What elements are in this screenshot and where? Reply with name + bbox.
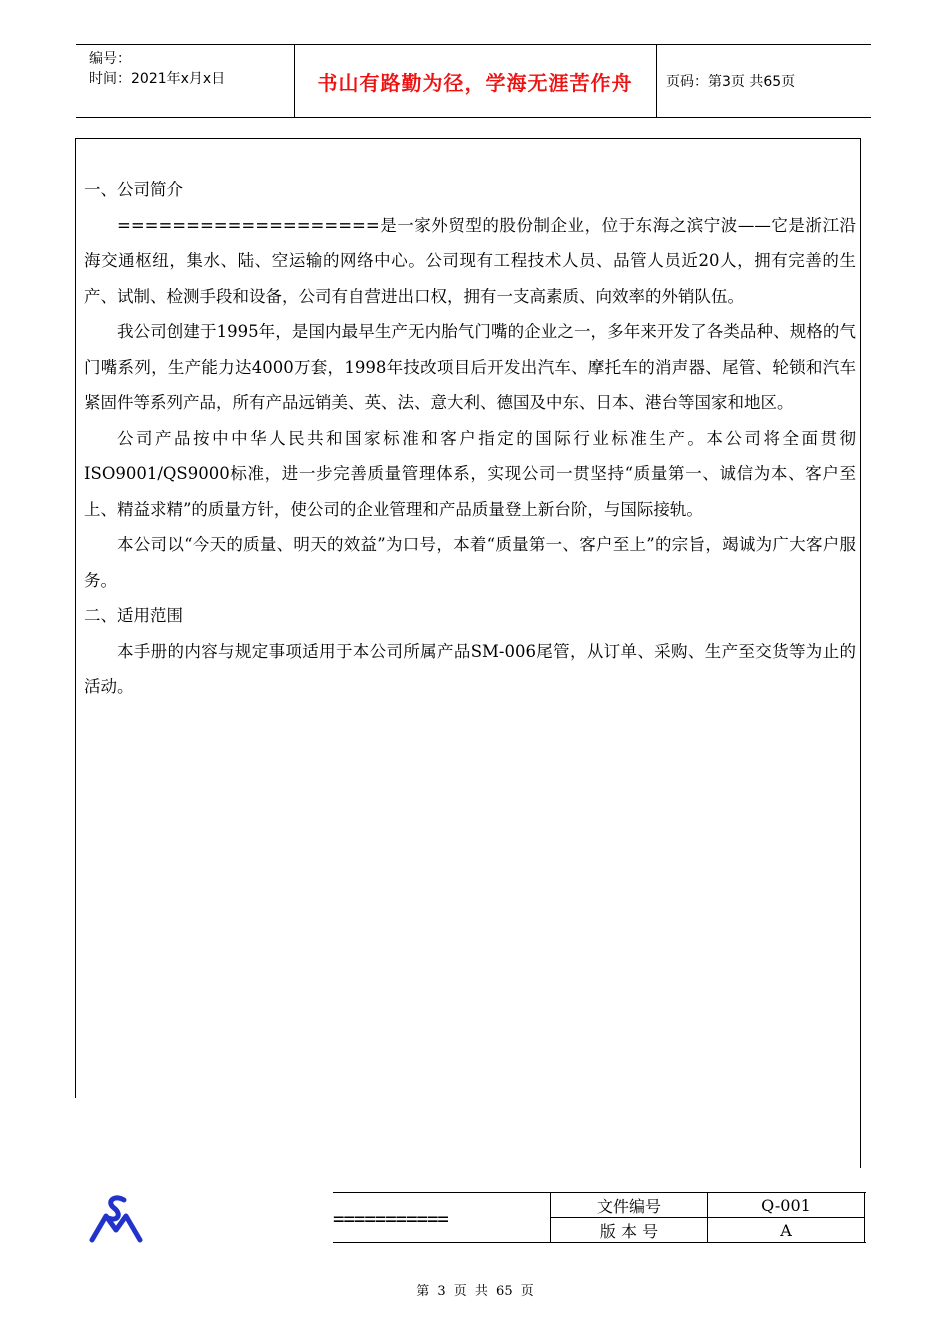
header-divider: [656, 45, 657, 117]
doc-number-value: Q-001: [761, 1195, 811, 1215]
section-title-scope: 二、适用范围: [84, 606, 183, 625]
page-header: [76, 44, 871, 118]
document-body: [84, 172, 856, 705]
header-page-label: 页码：第3页 共65页: [666, 74, 796, 90]
frame-left-border: [75, 138, 76, 1098]
document-time-label: 时间：2021年x月x日: [89, 71, 226, 87]
body-paragraph: 公司产品按中中华人民共和国家标准和客户指定的国际行业标准生产。本公司将全面贯彻ISO9001/QS9000标准，进一步完善质量管理体系，实现公司一贯坚持“质量第一、诚信为本、客户至上、精益求精”的质量方针，使公司的企业管理和产品质量登上新台阶，与国际接轨。: [84, 428, 856, 519]
doc-number-label: 文件编号: [596, 1196, 661, 1216]
document-code-label: 编号：: [89, 51, 131, 67]
body-paragraph: 本公司以“今天的质量、明天的效益”为口号，本着“质量第一、客户至上”的宗旨，竭诚为广大客户服务。: [84, 535, 856, 590]
version-value: A: [780, 1220, 792, 1240]
footer-document-table: [333, 1192, 866, 1243]
frame-right-border: [860, 138, 861, 1168]
header-meta: [89, 49, 289, 89]
page-number: 第 3 页 共 65 页: [416, 1284, 534, 1299]
version-label: 版 本 号: [599, 1221, 659, 1241]
footer-company-mask: ===========: [333, 1208, 448, 1230]
body-paragraph: 我公司创建于1995年，是国内最早生产无内胎气门嘴的企业之一，多年来开发了各类品种、规格的气门嘴系列，生产能力达4000万套，1998年技改项目后开发出汽车、摩托车的消声器、尾管、轮锁和汽车紧固件等系列产品，所有产品远销美、英、法、意大利、德国及中东、日本、港台等国家和地区。: [84, 322, 856, 412]
body-paragraph: 本手册的内容与规定事项适用于本公司所属产品SM-006尾管，从订单、采购、生产至交货等为止的活动。: [84, 641, 856, 696]
header-motto: 书山有路勤为径，学海无涯苦作舟: [317, 70, 633, 95]
body-paragraph: ===================是一家外贸型的股份制企业，位于东海之滨宁波——它是浙江沿海交通枢纽，集水、陆、空运输的网络中心。公司现有工程技术人员、品管人员近20人，拥有完善的生产、试制、检测手段和设备，公司有自营进出口权，拥有一支高素质、向效率的外销队伍。: [84, 215, 856, 306]
company-logo-icon: [88, 1192, 144, 1244]
section-title-company-profile: 一、公司简介: [84, 180, 183, 199]
frame-top-border: [76, 138, 861, 139]
